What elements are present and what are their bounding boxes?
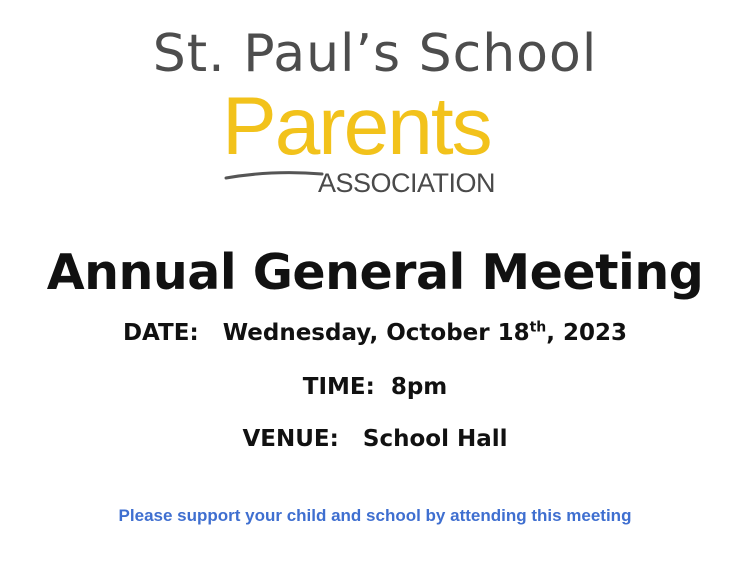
time-value: 8pm <box>390 374 448 400</box>
parents-association-logo <box>222 82 512 200</box>
venue-row <box>0 422 750 456</box>
meeting-title: Annual General Meeting <box>46 244 704 301</box>
time-row <box>0 370 750 404</box>
date-ordinal-suffix: th <box>529 319 547 336</box>
date-year: , 2023 <box>546 320 628 346</box>
venue-value: School Hall <box>362 426 508 452</box>
school-name: St. Paul’s School <box>152 24 598 84</box>
venue-label: VENUE: <box>242 426 339 452</box>
date-row <box>0 316 750 350</box>
support-note: Please support your child and school by attending this meeting <box>118 506 632 525</box>
logo-subtitle: ASSOCIATION <box>318 168 496 198</box>
date-value: Wednesday, October 18 <box>222 320 530 346</box>
logo-word: Parents <box>222 81 491 172</box>
time-label: TIME: <box>302 374 375 400</box>
date-label: DATE: <box>122 320 199 346</box>
